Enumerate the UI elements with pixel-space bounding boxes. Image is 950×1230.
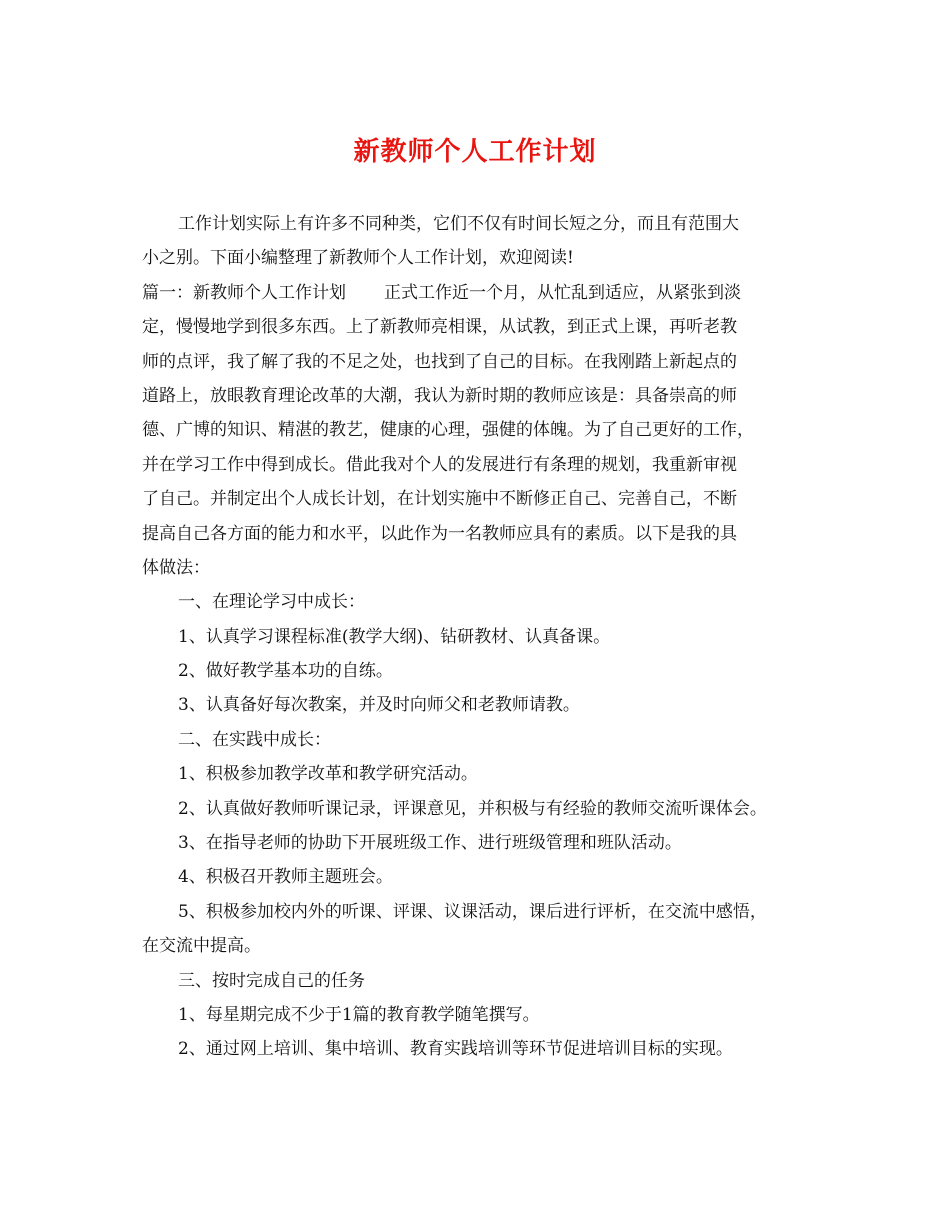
paragraph-line: 并在学习工作中得到成长。借此我对个人的发展进行有条理的规划，我重新审视	[142, 454, 737, 475]
list-item: 2、做好教学基本功的自练。	[178, 661, 393, 682]
paragraph-line: 定，慢慢地学到很多东西。上了新教师亮相课，从试教，到正式上课，再听老教	[142, 317, 737, 338]
list-item: 3、在指导老师的协助下开展班级工作、进行班级管理和班队活动。	[178, 833, 682, 854]
section-heading: 一、在理论学习中成长：	[178, 592, 365, 613]
paragraph-line: 体做法：	[142, 557, 210, 578]
paragraph-text: 正式工作近一个月，从忙乱到适应，从紧张到淡	[384, 282, 741, 303]
paragraph-line: 了自己。并制定出个人成长计划，在计划实施中不断修正自己、完善自己，不断	[142, 489, 737, 510]
document-body	[142, 207, 814, 1067]
paragraph-line: 提高自己各方面的能力和水平，以此作为一名教师应具有的素质。以下是我的具	[142, 523, 737, 544]
paragraph-line: 工作计划实际上有许多不同种类，它们不仅有时间长短之分，而且有范围大	[178, 214, 739, 234]
paragraph-line: 道路上，放眼教育理论改革的大潮，我认为新时期的教师应该是：具备崇高的师	[142, 385, 737, 406]
paragraph-line: 小之别。下面小编整理了新教师个人工作计划，欢迎阅读!	[142, 248, 574, 269]
page-title: 新教师个人工作计划	[353, 137, 597, 167]
list-item: 2、认真做好教师听课记录，评课意见，并积极与有经验的教师交流听课体会。	[178, 798, 767, 819]
list-item: 1、积极参加教学改革和教学研究活动。	[178, 764, 478, 785]
list-item: 1、每星期完成不少于1篇的教育教学随笔撰写。	[178, 1004, 540, 1025]
list-item-continuation: 在交流中提高。	[142, 936, 261, 957]
paragraph-line: 师的点评，我了解了我的不足之处，也找到了自己的目标。在我刚踏上新起点的	[142, 351, 737, 372]
list-item: 2、通过网上培训、集中培训、教育实践培训等环节促进培训目标的实现。	[178, 1039, 733, 1060]
paragraph-line	[142, 276, 814, 310]
list-item: 3、认真备好每次教案，并及时向师父和老教师请教。	[178, 695, 580, 716]
section-heading: 三、按时完成自己的任务	[178, 970, 365, 991]
section-heading: 二、在实践中成长：	[178, 729, 331, 750]
list-item: 4、积极召开教师主题班会。	[178, 867, 393, 888]
paragraph-line: 德、广博的知识、精湛的教艺，健康的心理，强健的体魄。为了自己更好的工作，	[142, 420, 754, 441]
list-item: 1、认真学习课程标准(教学大纲)、钻研教材、认真备课。	[178, 626, 611, 647]
section-heading-inline: 篇一：新教师个人工作计划	[142, 282, 346, 303]
list-item: 5、积极参加校内外的听课、评课、议课活动，课后进行评析，在交流中感悟，	[178, 901, 767, 922]
